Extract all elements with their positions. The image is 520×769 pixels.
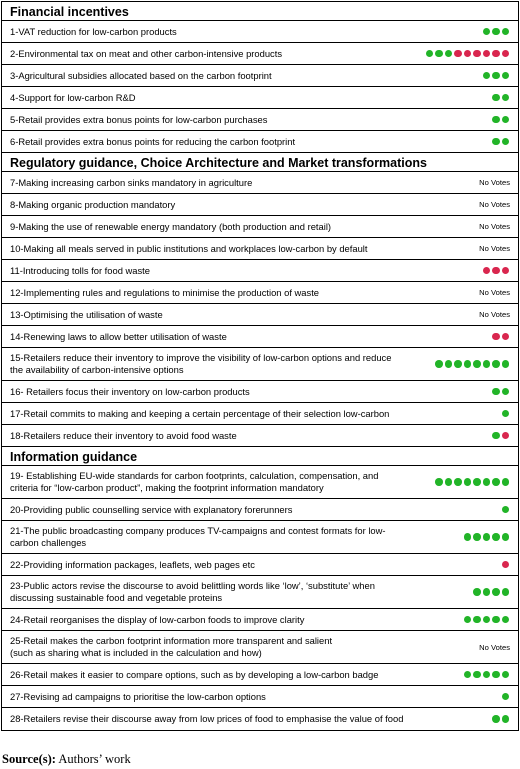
vote-dots (492, 333, 518, 341)
table-row (2, 326, 518, 348)
green-vote-dot-icon (473, 588, 481, 596)
vote-dots (464, 616, 519, 624)
table-row (2, 216, 518, 238)
table-row (2, 21, 518, 43)
table-row (2, 425, 518, 447)
green-vote-dot-icon (492, 588, 500, 596)
red-vote-dot-icon (502, 432, 510, 440)
green-vote-dot-icon (492, 28, 500, 36)
row-text: 18-Retailers reduce their inventory to avoid food waste (10, 429, 237, 441)
red-vote-dot-icon (502, 333, 510, 341)
green-vote-dot-icon (502, 533, 510, 541)
table-row (2, 43, 518, 65)
green-vote-dot-icon (445, 478, 453, 486)
green-vote-dot-icon (454, 360, 462, 368)
row-text: 17-Retail commits to making and keeping a certain percentage of their selection low-carbon (10, 407, 390, 419)
row-text: 7-Making increasing carbon sinks mandatory in agriculture (10, 176, 253, 188)
green-vote-dot-icon (435, 360, 443, 368)
table-row (2, 172, 518, 194)
green-vote-dot-icon (483, 671, 491, 679)
votes-table (1, 1, 519, 731)
row-text: 4-Support for low-carbon R&D (10, 91, 136, 103)
row-text: 14-Renewing laws to allow better utilisation of waste (10, 330, 227, 342)
red-vote-dot-icon (483, 267, 491, 275)
row-text: 19- Establishing EU-wide standards for carbon footprints, calculation, compensation, and criteria for “low-carbon product”, making the footprint information mandatory (10, 470, 379, 493)
row-text: 8-Making organic production mandatory (10, 198, 176, 210)
table-row (2, 403, 518, 425)
source-text: Authors’ work (58, 752, 131, 766)
green-vote-dot-icon (464, 616, 472, 624)
table-row (2, 260, 518, 282)
no-votes-label: No Votes (479, 178, 510, 187)
green-vote-dot-icon (502, 94, 510, 102)
table-row (2, 466, 518, 499)
table-row (2, 499, 518, 521)
row-text: 6-Retail provides extra bonus points for reducing the carbon footprint (10, 135, 296, 147)
row-text: 20-Providing public counselling service with explanatory forerunners (10, 503, 293, 515)
green-vote-dot-icon (502, 693, 510, 701)
green-vote-dot-icon (502, 388, 510, 396)
row-text: 26-Retail makes it easier to compare options, such as by developing a low-carbon badge (10, 668, 379, 680)
row-text: 2-Environmental tax on meat and other carbon-intensive products (10, 47, 283, 59)
row-text: 1-VAT reduction for low-carbon products (10, 25, 177, 37)
green-vote-dot-icon (502, 478, 510, 486)
vote-dots (502, 410, 519, 418)
source-note (2, 752, 131, 767)
green-vote-dot-icon (464, 533, 472, 541)
vote-dots (435, 478, 518, 486)
green-vote-dot-icon (464, 478, 472, 486)
vote-dots (492, 388, 518, 396)
vote-dots (473, 588, 518, 596)
green-vote-dot-icon (445, 360, 453, 368)
red-vote-dot-icon (454, 50, 462, 58)
table-row (2, 348, 518, 381)
green-vote-dot-icon (464, 671, 472, 679)
table-row (2, 109, 518, 131)
green-vote-dot-icon (492, 72, 500, 80)
row-text: 25-Retail makes the carbon footprint information more transparent and salient (such as sharing what is included in the calculation and how) (10, 635, 333, 658)
no-votes-label: No Votes (479, 288, 510, 297)
red-vote-dot-icon (502, 50, 510, 58)
green-vote-dot-icon (492, 671, 500, 679)
green-vote-dot-icon (502, 116, 510, 124)
green-vote-dot-icon (483, 72, 491, 80)
vote-dots (492, 138, 518, 146)
no-votes-label: No Votes (479, 222, 510, 231)
vote-dots (464, 533, 519, 541)
row-text: 24-Retail reorganises the display of low-carbon foods to improve clarity (10, 613, 305, 625)
green-vote-dot-icon (483, 588, 491, 596)
green-vote-dot-icon (483, 28, 491, 36)
green-vote-dot-icon (464, 360, 472, 368)
table-row (2, 282, 518, 304)
vote-dots (483, 72, 519, 80)
green-vote-dot-icon (492, 432, 500, 440)
vote-dots (483, 28, 519, 36)
red-vote-dot-icon (464, 50, 472, 58)
green-vote-dot-icon (435, 50, 443, 58)
red-vote-dot-icon (502, 267, 510, 275)
table-row (2, 238, 518, 260)
source-label: Source(s): (2, 752, 56, 766)
vote-dots (435, 360, 518, 368)
row-text: 16- Retailers focus their inventory on low-carbon products (10, 385, 250, 397)
green-vote-dot-icon (502, 360, 510, 368)
row-text: 21-The public broadcasting company produces TV-campaigns and contest formats for low- carbon challenges (10, 525, 386, 548)
red-vote-dot-icon (492, 333, 500, 341)
table-row (2, 631, 518, 664)
table-row (2, 554, 518, 576)
green-vote-dot-icon (473, 360, 481, 368)
green-vote-dot-icon (492, 388, 500, 396)
no-votes-label: No Votes (479, 310, 510, 319)
green-vote-dot-icon (492, 360, 500, 368)
red-vote-dot-icon (473, 50, 481, 58)
red-vote-dot-icon (492, 50, 500, 58)
green-vote-dot-icon (502, 671, 510, 679)
table-row (2, 381, 518, 403)
green-vote-dot-icon (454, 478, 462, 486)
green-vote-dot-icon (502, 72, 510, 80)
green-vote-dot-icon (483, 360, 491, 368)
row-text: 12-Implementing rules and regulations to minimise the production of waste (10, 286, 320, 298)
green-vote-dot-icon (492, 533, 500, 541)
green-vote-dot-icon (492, 138, 500, 146)
row-text: 15-Retailers reduce their inventory to improve the visibility of low-carbon options and reduce the availability of carbon-intensive options (10, 352, 392, 375)
vote-dots (492, 116, 518, 124)
row-text: 11-Introducing tolls for food waste (10, 264, 151, 276)
green-vote-dot-icon (492, 116, 500, 124)
green-vote-dot-icon (502, 506, 510, 514)
row-text: 9-Making the use of renewable energy mandatory (both production and retail) (10, 220, 332, 232)
vote-dots (426, 50, 519, 58)
row-text: 13-Optimising the utilisation of waste (10, 308, 163, 320)
green-vote-dot-icon (483, 533, 491, 541)
vote-dots (492, 432, 518, 440)
vote-dots (464, 671, 519, 679)
green-vote-dot-icon (483, 616, 491, 624)
green-vote-dot-icon (445, 50, 453, 58)
red-vote-dot-icon (492, 267, 500, 275)
vote-dots (492, 715, 518, 723)
table-row (2, 576, 518, 609)
no-votes-label: No Votes (479, 200, 510, 209)
vote-dots (502, 506, 519, 514)
table-row (2, 304, 518, 326)
table-row (2, 708, 518, 730)
green-vote-dot-icon (435, 478, 443, 486)
table-row (2, 664, 518, 686)
green-vote-dot-icon (492, 715, 500, 723)
table-row (2, 686, 518, 708)
row-text: 10-Making all meals served in public institutions and workplaces low-carbon by default (10, 242, 368, 254)
red-vote-dot-icon (502, 561, 510, 569)
green-vote-dot-icon (502, 715, 510, 723)
green-vote-dot-icon (502, 410, 510, 418)
row-text: 23-Public actors revise the discourse to avoid belittling words like ‘low’, ‘substitute’ when discussing sustainable food and vegetable proteins (10, 580, 375, 603)
table-row (2, 194, 518, 216)
row-text: 27-Revising ad campaigns to prioritise the low-carbon options (10, 690, 266, 702)
no-votes-label: No Votes (479, 244, 510, 253)
green-vote-dot-icon (492, 94, 500, 102)
section-header: Financial incentives (2, 2, 518, 21)
red-vote-dot-icon (483, 50, 491, 58)
no-votes-label: No Votes (479, 642, 510, 652)
green-vote-dot-icon (426, 50, 434, 58)
green-vote-dot-icon (483, 478, 491, 486)
row-text: 28-Retailers revise their discourse away from low prices of food to emphasise the value of food (10, 713, 404, 724)
row-text: 3-Agricultural subsidies allocated based on the carbon footprint (10, 69, 272, 81)
table-row (2, 65, 518, 87)
vote-dots (483, 267, 519, 275)
green-vote-dot-icon (492, 478, 500, 486)
vote-dots (492, 94, 518, 102)
green-vote-dot-icon (502, 28, 510, 36)
green-vote-dot-icon (473, 533, 481, 541)
section-header: Regulatory guidance, Choice Architecture and Market transformations (2, 153, 518, 172)
table-row (2, 609, 518, 631)
vote-dots (502, 693, 519, 701)
green-vote-dot-icon (473, 671, 481, 679)
section-header: Information guidance (2, 447, 518, 466)
row-text: 22-Providing information packages, leaflets, web pages etc (10, 558, 255, 570)
green-vote-dot-icon (502, 138, 510, 146)
green-vote-dot-icon (502, 588, 510, 596)
row-text: 5-Retail provides extra bonus points for low-carbon purchases (10, 113, 268, 125)
table-row (2, 521, 518, 554)
green-vote-dot-icon (473, 478, 481, 486)
table-row (2, 87, 518, 109)
green-vote-dot-icon (502, 616, 510, 624)
green-vote-dot-icon (473, 616, 481, 624)
green-vote-dot-icon (492, 616, 500, 624)
table-row (2, 131, 518, 153)
vote-dots (502, 561, 519, 569)
